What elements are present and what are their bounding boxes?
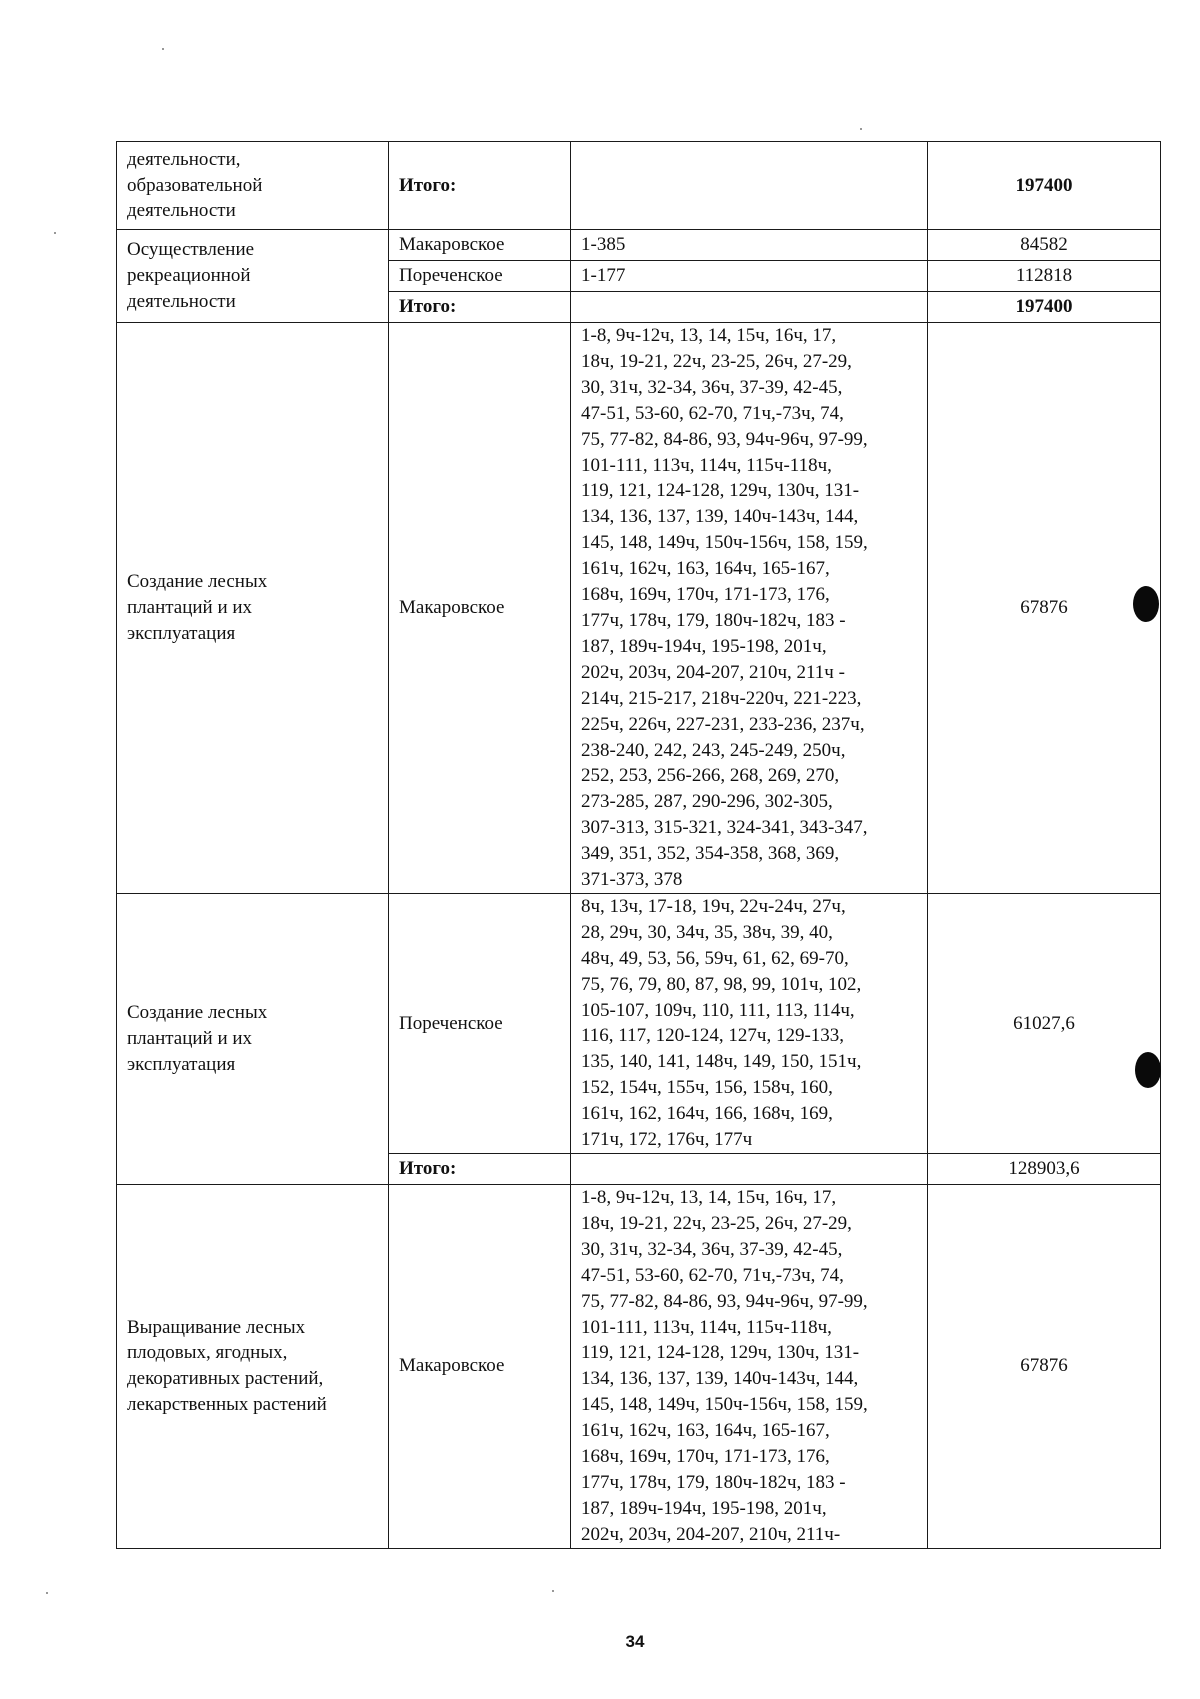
activity-line: эксплуатация bbox=[127, 1053, 236, 1075]
activity-line: деятельности bbox=[127, 200, 236, 222]
activity-cell bbox=[117, 1185, 389, 1549]
activity-line: деятельности bbox=[127, 290, 236, 312]
total-label: Итого: bbox=[389, 1154, 571, 1185]
activity-line: лекарственных растений bbox=[127, 1394, 327, 1416]
scan-speck bbox=[162, 48, 164, 50]
blocks-line: 18ч, 19-21, 22ч, 23-25, 26ч, 27-29, bbox=[581, 350, 852, 372]
activity-line: рекреационной bbox=[127, 265, 251, 287]
blocks-cell bbox=[571, 323, 928, 894]
blocks-line: 152, 154ч, 155ч, 156, 158ч, 160, bbox=[581, 1077, 833, 1099]
blocks-line: 119, 121, 124-128, 129ч, 130ч, 131- bbox=[581, 480, 860, 502]
forestry-cell: Макаровское bbox=[389, 323, 571, 894]
blocks-line: 161ч, 162ч, 163, 164ч, 165-167, bbox=[581, 1420, 830, 1442]
blocks-line: 47-51, 53-60, 62-70, 71ч,-73ч, 74, bbox=[581, 402, 844, 424]
activity-line: Осуществление bbox=[127, 239, 255, 261]
blocks-line: 30, 31ч, 32-34, 36ч, 37-39, 42-45, bbox=[581, 1238, 843, 1260]
blocks-line: 134, 136, 137, 139, 140ч-143ч, 144, bbox=[581, 506, 859, 528]
blocks-line: 349, 351, 352, 354-358, 368, 369, bbox=[581, 843, 840, 865]
blocks-line: 145, 148, 149ч, 150ч-156ч, 158, 159, bbox=[581, 532, 868, 554]
blocks-line: 1-8, 9ч-12ч, 13, 14, 15ч, 16ч, 17, bbox=[581, 325, 837, 346]
table-row bbox=[117, 230, 1161, 261]
activity-line: Создание лесных bbox=[127, 1002, 268, 1024]
area-cell: 112818 bbox=[928, 261, 1161, 292]
blocks-line: 48ч, 49, 53, 56, 59ч, 61, 62, 69-70, bbox=[581, 947, 849, 969]
blocks-line: 28, 29ч, 30, 34ч, 35, 38ч, 39, 40, bbox=[581, 921, 833, 943]
blocks-cell bbox=[571, 893, 928, 1153]
activity-line: Выращивание лесных bbox=[127, 1316, 306, 1338]
activity-line: плантаций и их bbox=[127, 597, 253, 619]
activity-cell bbox=[117, 893, 389, 1184]
scan-speck bbox=[46, 1592, 48, 1594]
blocks-cell bbox=[571, 1154, 928, 1185]
table-row bbox=[117, 323, 1161, 894]
blocks-cell bbox=[571, 292, 928, 323]
blocks-line: 145, 148, 149ч, 150ч-156ч, 158, 159, bbox=[581, 1394, 868, 1416]
activity-line: плодовых, ягодных, bbox=[127, 1342, 288, 1364]
scan-speck bbox=[860, 128, 862, 130]
table-row bbox=[117, 1185, 1161, 1549]
activity-line: Создание лесных bbox=[127, 571, 268, 593]
blocks-line: 101-111, 113ч, 114ч, 115ч-118ч, bbox=[581, 1316, 832, 1338]
activity-cell bbox=[117, 142, 389, 230]
blocks-cell: 1-385 bbox=[571, 230, 928, 261]
blocks-line: 225ч, 226ч, 227-231, 233-236, 237ч, bbox=[581, 713, 865, 735]
blocks-line: 187, 189ч-194ч, 195-198, 201ч, bbox=[581, 1497, 827, 1519]
activity-line: образовательной bbox=[127, 174, 263, 196]
total-label: Итого: bbox=[389, 142, 571, 230]
area-cell: 67876 bbox=[928, 1185, 1161, 1549]
blocks-line: 135, 140, 141, 148ч, 149, 150, 151ч, bbox=[581, 1051, 862, 1073]
blocks-line: 371-373, 378 bbox=[581, 869, 683, 891]
blocks-cell: 1-177 bbox=[571, 261, 928, 292]
blocks-line: 161ч, 162ч, 163, 164ч, 165-167, bbox=[581, 558, 830, 580]
scan-speck bbox=[54, 232, 56, 234]
area-cell: 84582 bbox=[928, 230, 1161, 261]
blocks-line: 238-240, 242, 243, 245-249, 250ч, bbox=[581, 739, 846, 761]
activity-cell bbox=[117, 323, 389, 894]
page-number: 34 bbox=[625, 1632, 645, 1651]
total-value: 128903,6 bbox=[928, 1154, 1161, 1185]
table-row bbox=[117, 893, 1161, 1153]
total-value: 197400 bbox=[928, 142, 1161, 230]
blocks-line: 75, 77-82, 84-86, 93, 94ч-96ч, 97-99, bbox=[581, 1290, 868, 1312]
forestry-cell: Пореченское bbox=[389, 261, 571, 292]
blocks-line: 1-8, 9ч-12ч, 13, 14, 15ч, 16ч, 17, bbox=[581, 1187, 837, 1208]
blocks-line: 171ч, 172, 176ч, 177ч bbox=[581, 1129, 753, 1151]
total-label: Итого: bbox=[389, 292, 571, 323]
table-row bbox=[117, 142, 1161, 230]
blocks-line: 18ч, 19-21, 22ч, 23-25, 26ч, 27-29, bbox=[581, 1212, 852, 1234]
blocks-line: 187, 189ч-194ч, 195-198, 201ч, bbox=[581, 635, 827, 657]
punch-hole-mark bbox=[1135, 1052, 1161, 1088]
area-cell: 67876 bbox=[928, 323, 1161, 894]
blocks-line: 202ч, 203ч, 204-207, 210ч, 211ч- bbox=[581, 1523, 841, 1545]
blocks-line: 101-111, 113ч, 114ч, 115ч-118ч, bbox=[581, 454, 832, 476]
activity-line: деятельности, bbox=[127, 148, 241, 170]
blocks-line: 214ч, 215-217, 218ч-220ч, 221-223, bbox=[581, 687, 862, 709]
blocks-line: 168ч, 169ч, 170ч, 171-173, 176, bbox=[581, 584, 830, 606]
blocks-line: 8ч, 13ч, 17-18, 19ч, 22ч-24ч, 27ч, bbox=[581, 895, 846, 917]
blocks-cell bbox=[571, 142, 928, 230]
blocks-line: 177ч, 178ч, 179, 180ч-182ч, 183 - bbox=[581, 609, 846, 631]
blocks-line: 105-107, 109ч, 110, 111, 113, 114ч, bbox=[581, 999, 855, 1021]
activity-line: плантаций и их bbox=[127, 1028, 253, 1050]
activity-line: эксплуатация bbox=[127, 622, 236, 644]
forestry-cell: Макаровское bbox=[389, 1185, 571, 1549]
total-value: 197400 bbox=[928, 292, 1161, 323]
blocks-line: 47-51, 53-60, 62-70, 71ч,-73ч, 74, bbox=[581, 1264, 844, 1286]
activity-cell bbox=[117, 230, 389, 323]
blocks-cell bbox=[571, 1185, 928, 1549]
blocks-line: 30, 31ч, 32-34, 36ч, 37-39, 42-45, bbox=[581, 376, 843, 398]
blocks-line: 273-285, 287, 290-296, 302-305, bbox=[581, 791, 833, 813]
document-sheet bbox=[116, 141, 1160, 1549]
blocks-line: 168ч, 169ч, 170ч, 171-173, 176, bbox=[581, 1446, 830, 1468]
blocks-line: 177ч, 178ч, 179, 180ч-182ч, 183 - bbox=[581, 1471, 846, 1493]
forest-use-table bbox=[116, 141, 1161, 1549]
blocks-line: 75, 77-82, 84-86, 93, 94ч-96ч, 97-99, bbox=[581, 428, 868, 450]
blocks-line: 307-313, 315-321, 324-341, 343-347, bbox=[581, 817, 868, 839]
punch-hole-mark bbox=[1133, 586, 1159, 622]
blocks-line: 134, 136, 137, 139, 140ч-143ч, 144, bbox=[581, 1368, 859, 1390]
activity-line: декоративных растений, bbox=[127, 1368, 324, 1390]
area-cell: 61027,6 bbox=[928, 893, 1161, 1153]
blocks-line: 119, 121, 124-128, 129ч, 130ч, 131- bbox=[581, 1342, 860, 1364]
forestry-cell: Макаровское bbox=[389, 230, 571, 261]
scan-speck bbox=[552, 1590, 554, 1592]
blocks-line: 116, 117, 120-124, 127ч, 129-133, bbox=[581, 1025, 845, 1047]
blocks-line: 202ч, 203ч, 204-207, 210ч, 211ч - bbox=[581, 661, 845, 683]
blocks-line: 252, 253, 256-266, 268, 269, 270, bbox=[581, 765, 840, 787]
blocks-line: 75, 76, 79, 80, 87, 98, 99, 101ч, 102, bbox=[581, 973, 862, 995]
blocks-line: 161ч, 162, 164ч, 166, 168ч, 169, bbox=[581, 1103, 833, 1125]
forestry-cell: Пореченское bbox=[389, 893, 571, 1153]
